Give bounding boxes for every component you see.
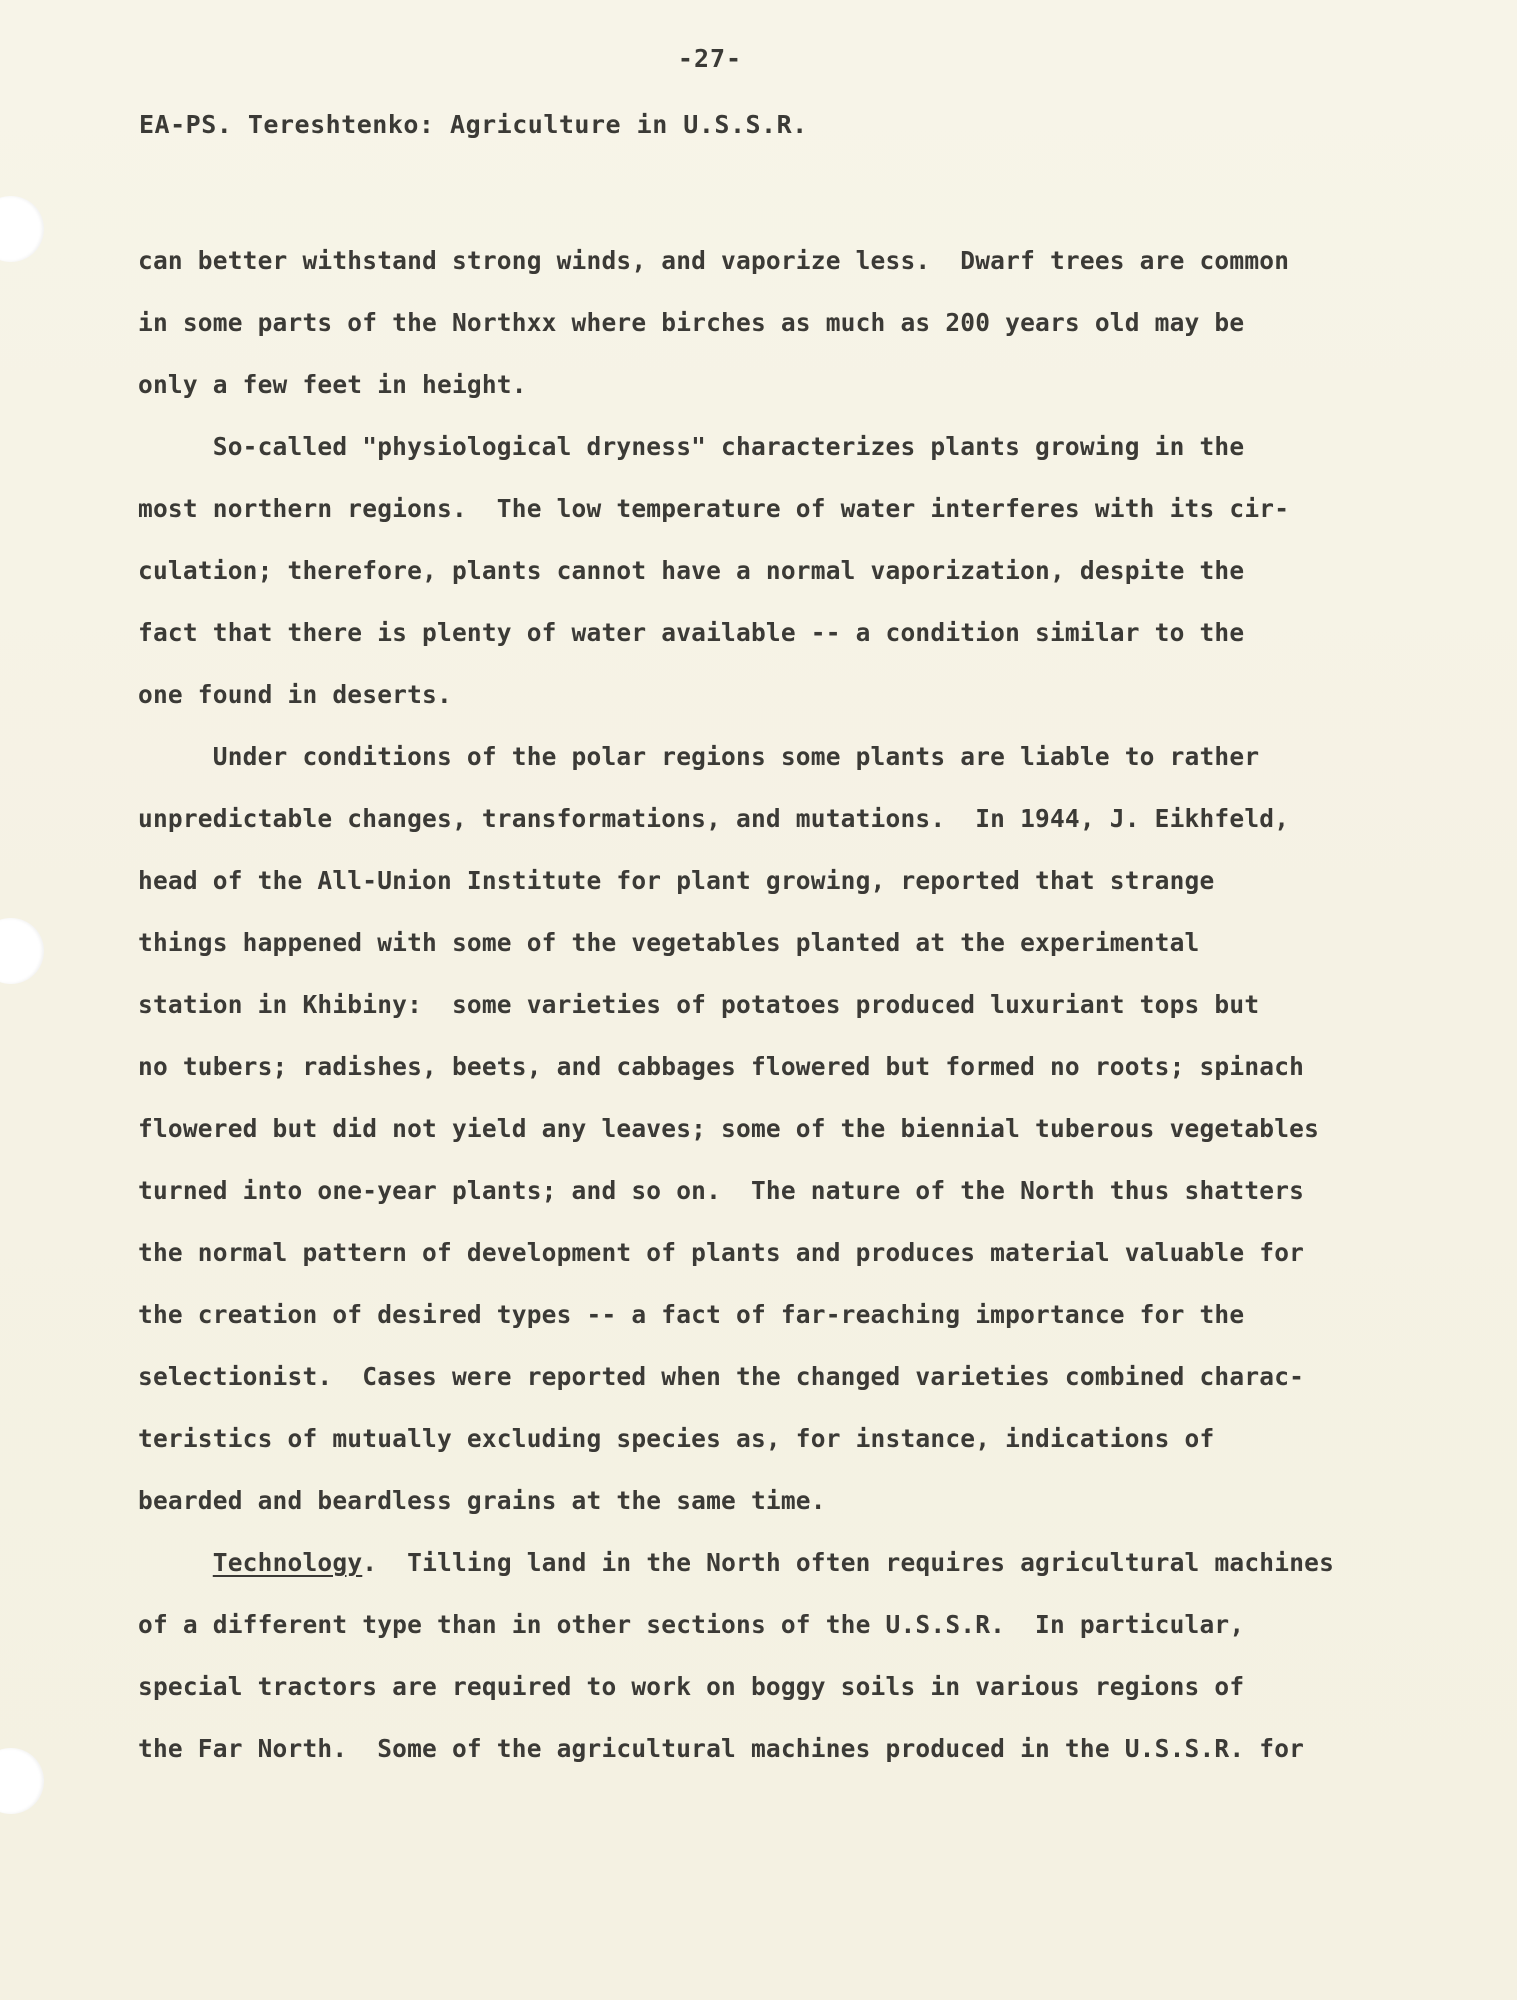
- text-line: in some parts of the Northxx where birches as much as 200 years old may be: [138, 308, 1245, 337]
- heading-suffix: . Tilling land in the North often requires agricultural machines: [362, 1548, 1335, 1577]
- text-line: unpredictable changes, transformations, and mutations. In 1944, J. Eikhfeld,: [138, 804, 1290, 833]
- text-line: special tractors are required to work on boggy soils in various regions of: [138, 1672, 1245, 1701]
- text-line: flowered but did not yield any leaves; some of the biennial tuberous vegetables: [138, 1114, 1320, 1143]
- body-text: [138, 230, 1378, 1780]
- text-line: culation; therefore, plants cannot have a normal vaporization, despite the: [138, 556, 1245, 585]
- text-line: can better withstand strong winds, and vaporize less. Dwarf trees are common: [138, 246, 1290, 275]
- text-line: selectionist. Cases were reported when the changed varieties combined charac-: [138, 1362, 1305, 1391]
- punch-hole: [0, 1748, 44, 1814]
- punch-hole: [0, 196, 44, 262]
- text-line: the creation of desired types -- a fact of far-reaching importance for the: [138, 1300, 1245, 1329]
- text-line: turned into one-year plants; and so on. The nature of the North thus shatters: [138, 1176, 1305, 1205]
- text-line: fact that there is plenty of water available -- a condition similar to the: [138, 618, 1245, 647]
- text-line: bearded and beardless grains at the same time.: [138, 1486, 826, 1515]
- text-line: of a different type than in other sections of the U.S.S.R. In particular,: [138, 1610, 1245, 1639]
- text-line: no tubers; radishes, beets, and cabbages flowered but formed no roots; spinach: [138, 1052, 1305, 1081]
- text-line: teristics of mutually excluding species as, for instance, indications of: [138, 1424, 1215, 1453]
- text-line: one found in deserts.: [138, 680, 452, 709]
- text-line: things happened with some of the vegetables planted at the experimental: [138, 928, 1200, 957]
- page-number: -27-: [677, 44, 743, 73]
- text-line: most northern regions. The low temperature of water interferes with its cir-: [138, 494, 1290, 523]
- text-line: Under conditions of the polar regions some plants are liable to rather: [138, 742, 1260, 771]
- text-line: head of the All-Union Institute for plant growing, reported that strange: [138, 866, 1215, 895]
- text-line: So-called "physiological dryness" characterizes plants growing in the: [138, 432, 1245, 461]
- text-line-heading: [138, 1532, 1378, 1594]
- text-line: station in Khibiny: some varieties of potatoes produced luxuriant tops but: [138, 990, 1260, 1019]
- text-line: only a few feet in height.: [138, 370, 527, 399]
- text-line: the Far North. Some of the agricultural machines produced in the U.S.S.R. for: [138, 1734, 1305, 1763]
- punch-hole: [0, 918, 44, 984]
- section-heading-technology: Technology: [212, 1548, 363, 1577]
- text-line: the normal pattern of development of plants and produces material valuable for: [138, 1238, 1305, 1267]
- running-head: EA-PS. Tereshtenko: Agriculture in U.S.S.R.: [139, 110, 808, 139]
